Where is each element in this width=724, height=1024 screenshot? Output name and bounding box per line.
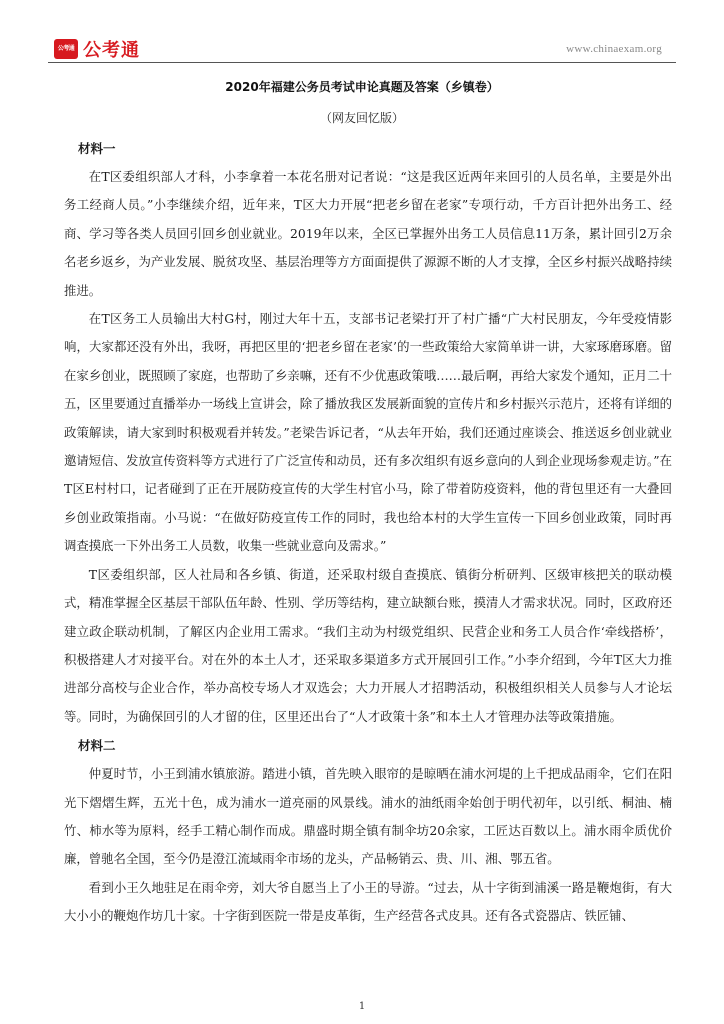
paragraph: 在T区委组织部人才科，小李拿着一本花名册对记者说：“这是我区近两年来回引的人员名单，主要是外出务工经商人员。”小李继续介绍，近年来，T区大力开展“把老乡留在老家”专项行动，千方百计把外出务工、经商、学习等各类人员回引回乡创业就业。2019年以来，全区已掌握外出务工人员信息11万条，累计回引2万余名老乡返乡，为产业发展、脱贫攻坚、基层治理等方方面面提供了源源不断的人才支撑，全区乡村振兴战略持续推进。 [64, 169, 672, 298]
page-number: 1 [358, 1001, 366, 1012]
header-divider [48, 62, 676, 63]
document-subtitle: （网友回忆版） [319, 111, 404, 125]
site-url[interactable]: www.chinaexam.org [566, 43, 662, 55]
brand-logo[interactable] [54, 36, 140, 62]
section-heading: 材料一 [78, 141, 116, 156]
page-header [48, 33, 676, 63]
section-material-one [64, 134, 672, 731]
section-heading: 材料二 [78, 738, 116, 754]
logo-mark-icon: 公考通 [54, 39, 78, 59]
paragraph: 仲夏时节，小王到浦水镇旅游。踏进小镇，首先映入眼帘的是晾晒在浦水河堤的上千把成品雨伞，它们在阳光下熠熠生辉，五光十色，成为浦水一道亮丽的风景线。浦水的油纸雨伞始创于明代初年，以引纸、桐油、楠竹、柿水等为原料，经手工精心制作而成。鼎盛时期全镇有制伞坊20余家，工匠达百数以上。浦水雨伞质优价廉，曾驰名全国，至今仍是澄江流域雨伞市场的龙头，产品畅销云、贵、川、湘、鄂五省。 [64, 766, 672, 867]
paragraph: 看到小王久地驻足在雨伞旁，刘大爷自愿当上了小王的导游。“过去，从十字街到浦溪一路是鞭炮街，有大大小小的鞭炮作坊几十家。十字街到医院一带是皮革街，生产经营各式皮具。还有各式瓷器店、铁匠铺、 [64, 879, 672, 924]
document-title: 2020年福建公务员考试申论真题及答案（乡镇卷） [225, 80, 499, 94]
paragraph: 在T区务工人员输出大村G村，刚过大年十五，支部书记老梁打开了村广播“广大村民朋友，今年受疫情影响，大家都还没有外出，我呀，再把区里的‘把老乡留在老家’的一些政策给大家简单讲一讲，大家琢磨琢磨。留在家乡创业，既照顾了家庭，也帮助了乡亲嘛，还有不少优惠政策哦……最后啊，再给大家发个通知，正月二十五，区里要通过直播举办一场线上宣讲会，除了播放我区发展新面貌的宣传片和乡村振兴示范片，还将有详细的政策解读，请大家到时积极观看并转发。”老梁告诉记者，“从去年开始，我们还通过座谈会、推送返乡创业就业邀请短信、发放宣传资料等方式进行了广泛宣传和动员，还有多次组织有返乡意向的人到企业现场参观走访。”在T区E村村口，记者碰到了正在开展防疫宣传的大学生村官小马，除了带着防疫资料，他的背包里还有一大叠回乡创业政策指南。小马说：“在做好防疫宣传工作的同时，我也给本村的大学生宣传一下回乡创业政策，同时再调查摸底一下外出务工人员数，收集一些就业意向及需求。” [64, 311, 672, 554]
paragraph: T区委组织部，区人社局和各乡镇、街道，还采取村级自查摸底、镇街分析研判、区级审核把关的联动模式，精准掌握全区基层干部队伍年龄、性别、学历等结构，建立缺额台账，摸清人才需求状况。同时，区政府还建立政企联动机制，了解区内企业用工需求。“我们主动为村级党组织、民营企业和务工人员合作‘牵线搭桥’，积极搭建人才对接平台。对在外的本土人才，还采取多渠道多方式开展回引工作。”小李介绍到，今年T区大力推进部分高校与企业合作，举办高校专场人才双选会；大力开展人才招聘活动，积极组织相关人员参与人才论坛等。同时，为确保回引的人才留的住，区里还出台了“人才政策十条”和本土人才管理办法等政策措施。 [64, 566, 672, 724]
section-material-two [64, 731, 672, 930]
logo-text: 公考通 [83, 40, 140, 61]
document-body [64, 134, 672, 931]
